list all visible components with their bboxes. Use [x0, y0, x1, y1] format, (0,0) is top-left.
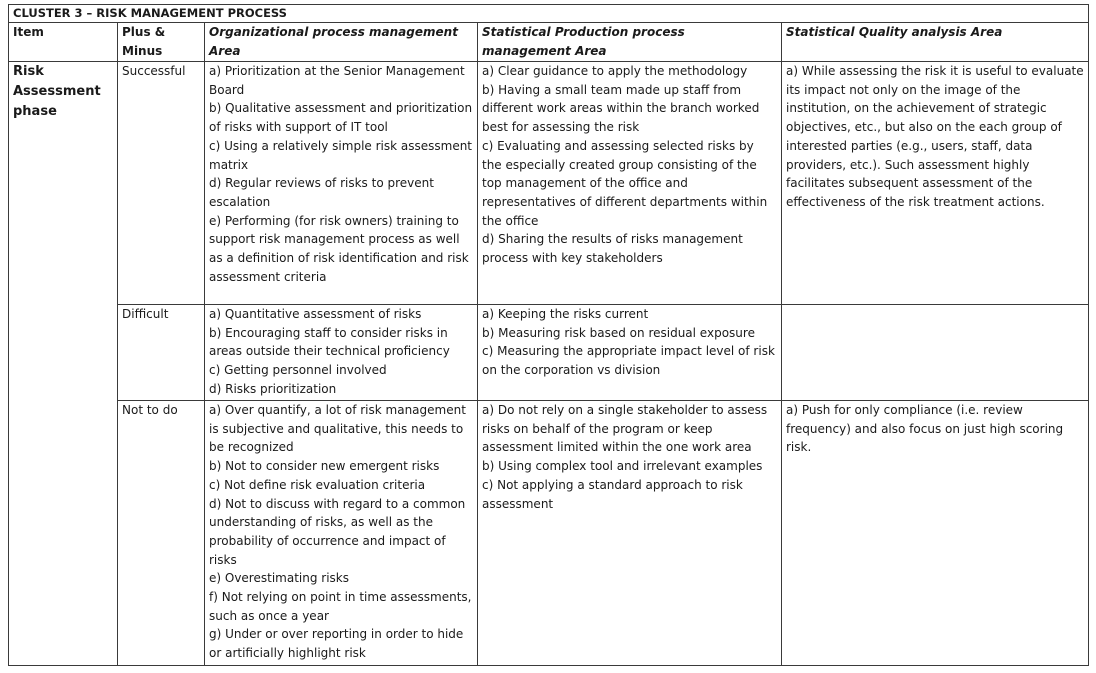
list-item: c) Not applying a standard approach to risk assessment — [482, 477, 743, 511]
row-difficult — [9, 305, 1089, 401]
risk-management-table — [8, 4, 1089, 666]
header-organizational-area: Organizational process management Area — [205, 23, 478, 62]
cell-difficult-quality — [782, 305, 1089, 401]
list-item: b) Qualitative assessment and prioritization of risks with support of IT tool — [209, 101, 473, 135]
list-item: c) Getting personnel involved — [209, 363, 387, 378]
header-item: Item — [9, 23, 118, 62]
header-production-area: Statistical Production process management Area — [478, 23, 782, 62]
cell-not-to-do-org — [205, 401, 478, 666]
cell-successful-org — [205, 62, 478, 305]
list-item: a) Over quantify, a lot of risk management is subjective and qualitative, this needs to be recognized — [209, 403, 466, 455]
list-item: c) Evaluating and assessing selected risks by the especially created group consisting of the top management of the office and representatives of different departments within the office — [482, 138, 768, 228]
list-item: a) Push for only compliance (i.e. review frequency) and also focus on just high scoring risk. — [786, 403, 1064, 455]
row-label-not-to-do: Not to do — [118, 401, 205, 666]
cell-difficult-prod — [478, 305, 782, 401]
list-item: b) Measuring risk based on residual exposure — [482, 325, 755, 340]
list-item: g) Under or over reporting in order to hide or artificially highlight risk — [209, 627, 464, 661]
header-plus-minus: Plus & Minus — [118, 23, 205, 62]
list-item: c) Not define risk evaluation criteria — [209, 477, 426, 492]
list-item: d) Risks prioritization — [209, 381, 337, 396]
list-item: f) Not relying on point in time assessments, such as once a year — [209, 590, 472, 623]
cluster-row — [9, 5, 1089, 23]
cell-successful-prod — [478, 62, 782, 305]
list-item: a) Keeping the risks current — [482, 307, 649, 321]
list-item: d) Regular reviews of risks to prevent escalation — [209, 176, 434, 209]
list-item: b) Not to consider new emergent risks — [209, 459, 440, 474]
phase-label: Risk Assessment phase — [9, 62, 118, 666]
row-not-to-do — [9, 401, 1089, 666]
list-item: b) Using complex tool and irrelevant examples — [482, 459, 763, 474]
header-row — [9, 23, 1089, 62]
cell-not-to-do-prod — [478, 401, 782, 666]
list-item: a) Clear guidance to apply the methodology — [482, 64, 748, 78]
list-item: e) Overestimating risks — [209, 571, 349, 586]
list-item: a) Do not rely on a single stakeholder to assess risks on behalf of the program or keep assessment limited within the one work area — [482, 403, 768, 455]
list-item: d) Not to discuss with regard to a common understanding of risks, as well as the probability of occurrence and impact of risks — [209, 496, 466, 567]
cell-successful-quality — [782, 62, 1089, 305]
list-item: c) Measuring the appropriate impact level of risk on the corporation vs division — [482, 344, 775, 378]
row-label-difficult: Difficult — [118, 305, 205, 401]
row-label-successful: Successful — [118, 62, 205, 305]
list-item: b) Encouraging staff to consider risks in areas outside their technical proficiency — [209, 325, 450, 359]
cell-difficult-org — [205, 305, 478, 401]
list-item: a) Quantitative assessment of risks — [209, 307, 422, 321]
list-item: d) Sharing the results of risks management process with key stakeholders — [482, 232, 743, 266]
list-item: b) Having a small team made up staff from different work areas within the branch worked best for assessing the risk — [482, 82, 760, 135]
list-item: c) Using a relatively simple risk assessment matrix — [209, 138, 473, 172]
list-item: a) Prioritization at the Senior Management Board — [209, 64, 465, 97]
list-item: a) While assessing the risk it is useful to evaluate its impact not only on the image of the institution, on the achievement of strategic objectives, etc., but also on the each group of interested parties (e.g., users, staff, data providers, etc.). Such assessment highly facilitates subsequent assessment of the effectiveness of the risk treatment actions. — [786, 64, 1084, 209]
header-quality-area: Statistical Quality analysis Area — [782, 23, 1089, 62]
row-successful — [9, 62, 1089, 305]
cell-not-to-do-quality — [782, 401, 1089, 666]
cluster-title: CLUSTER 3 – RISK MANAGEMENT PROCESS — [9, 5, 1089, 23]
list-item: e) Performing (for risk owners) training to support risk management process as well as a definition of risk identification and risk assessment criteria — [209, 213, 469, 284]
